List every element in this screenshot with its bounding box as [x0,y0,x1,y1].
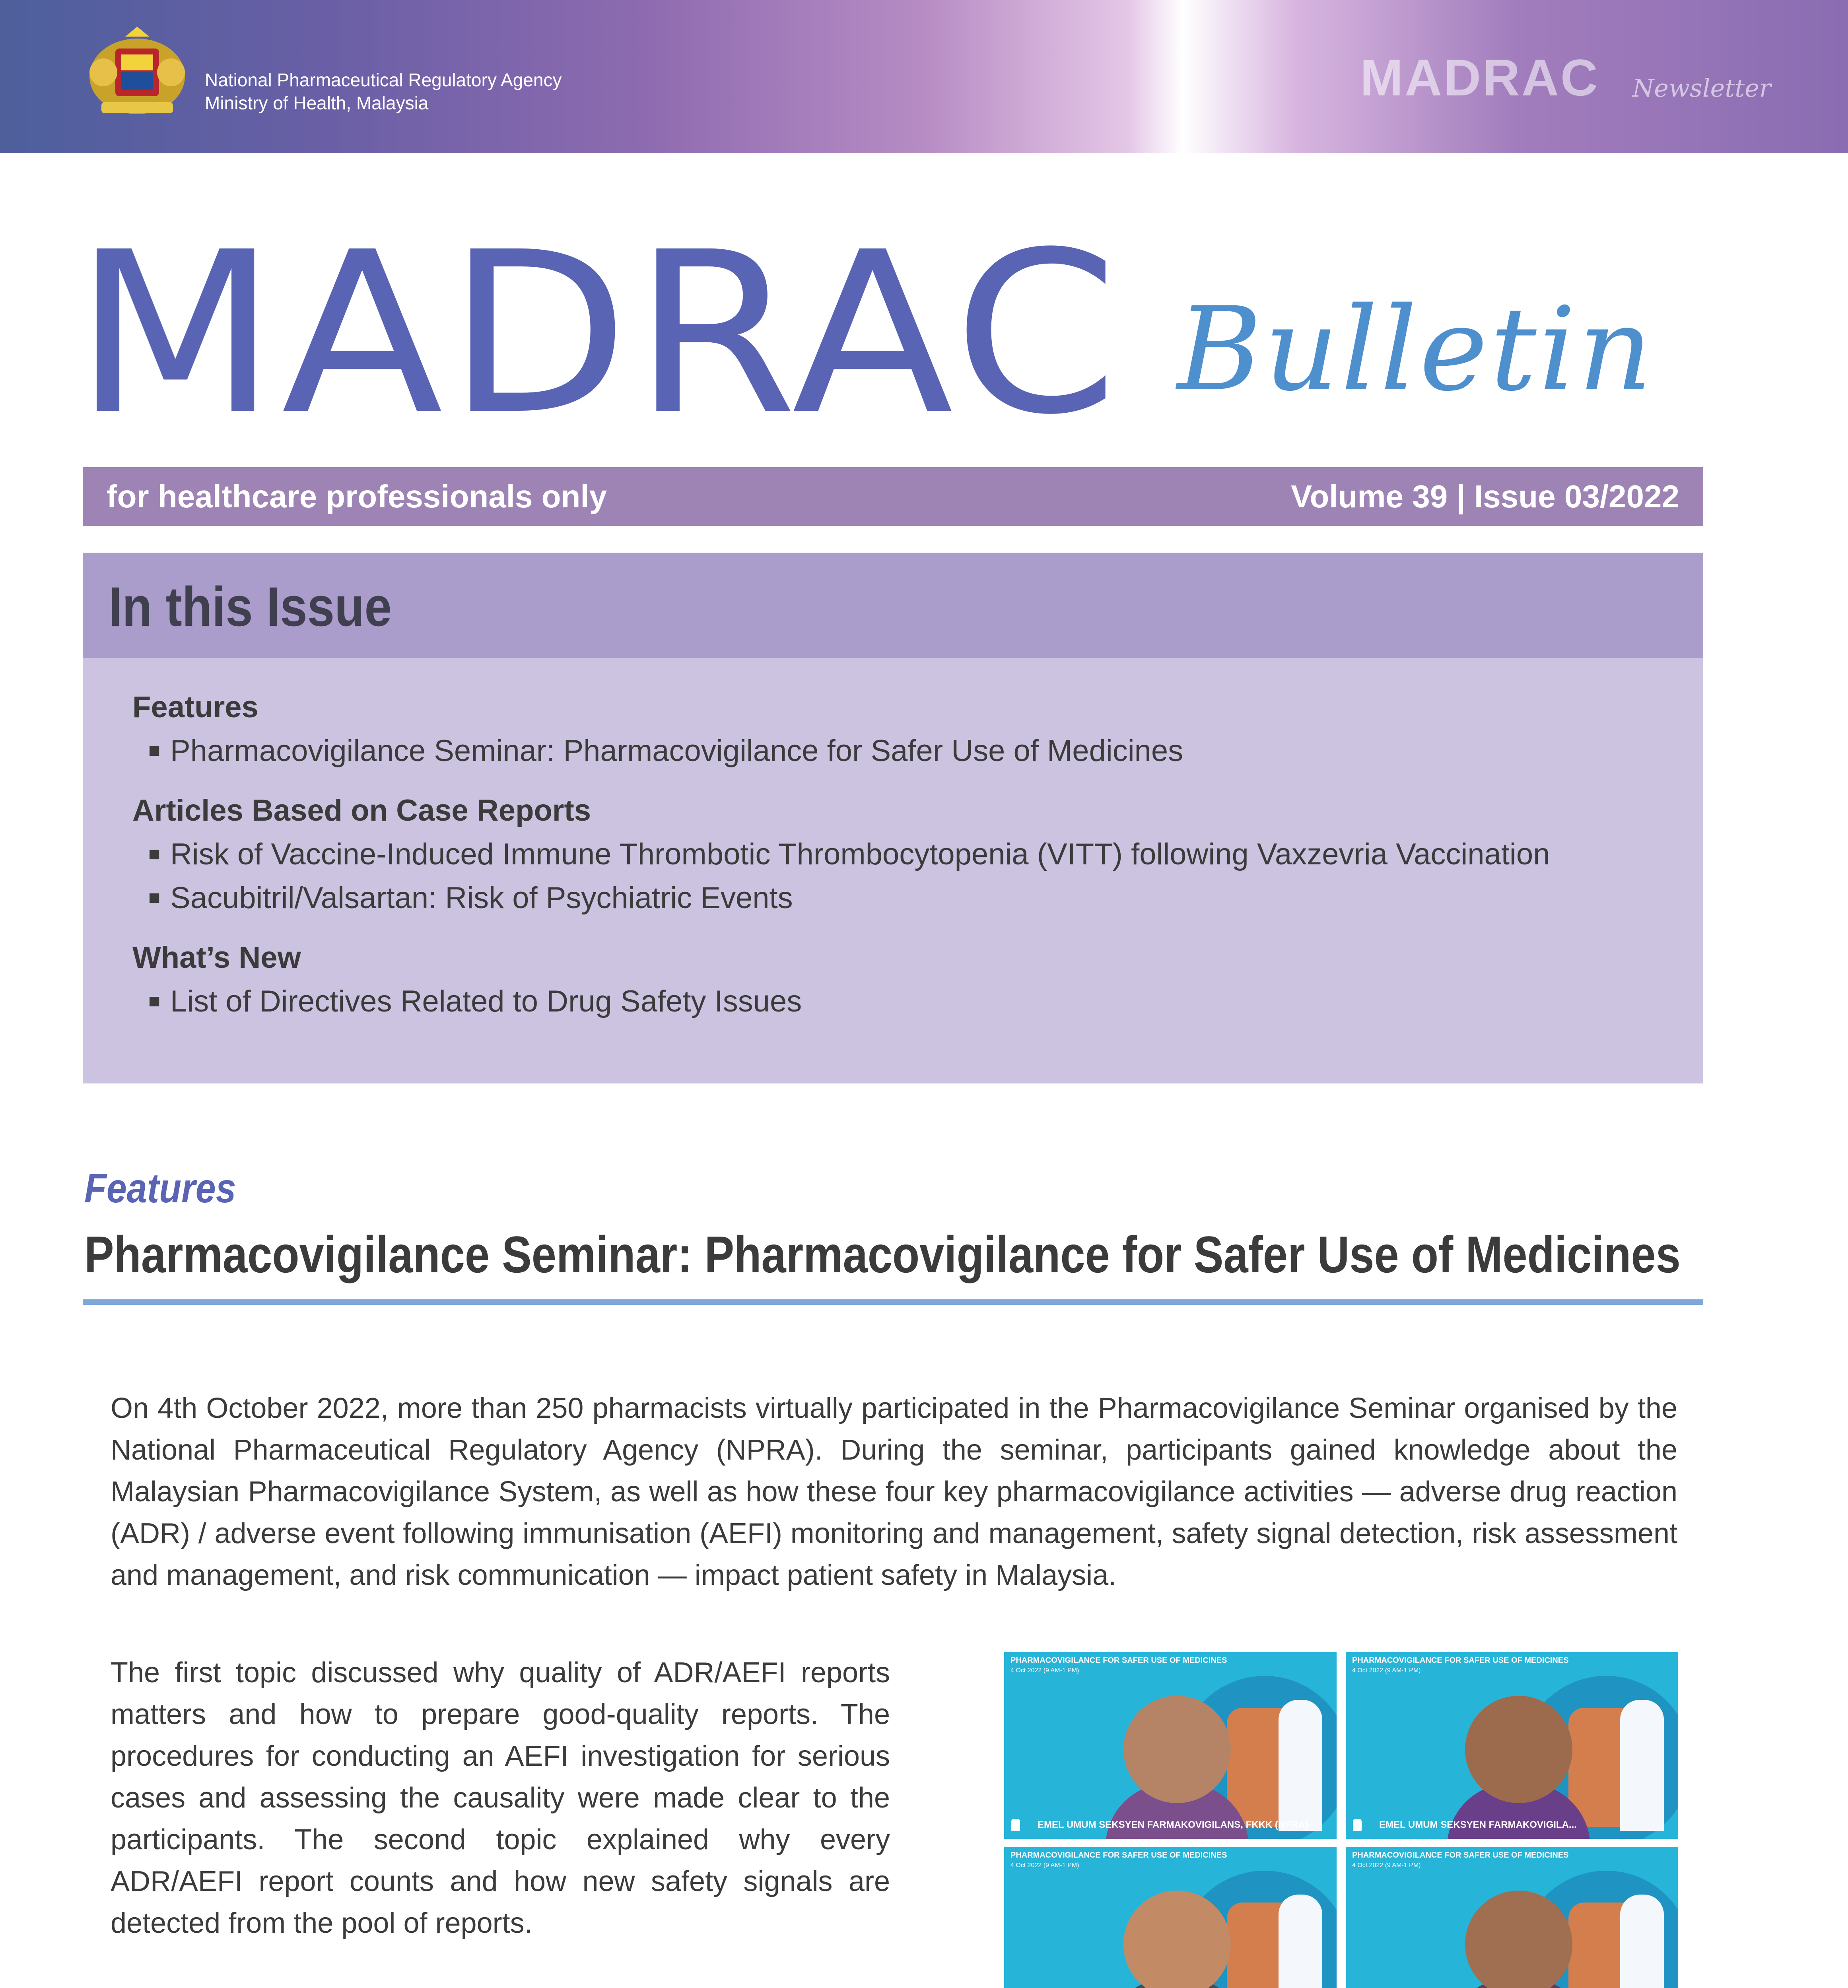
masthead-script: Bulletin [1177,283,1655,417]
slide-date: 4 Oct 2022 (9 AM-1 PM) [1352,1667,1421,1674]
agency-line-2: Ministry of Health, Malaysia [205,93,429,113]
slide-graphic [1279,1700,1322,1831]
masthead-title: MADRAC [74,204,1123,464]
toc-section-features: Features [132,690,258,724]
slide-graphic [1279,1895,1322,1988]
section-label: Features [84,1165,236,1211]
malaysia-coat-of-arms-icon [78,25,197,120]
in-this-issue-title: In this Issue [109,575,392,638]
tile-caption: EMEL UMUM SEKSYEN FARMAKOVIGILANS, FKKK (NPRA) [1038,1819,1308,1830]
agency-name [205,68,562,115]
slide-graphic [1620,1895,1664,1988]
bullet-icon: ■ [148,843,161,865]
video-tile [1004,1847,1337,1988]
slide-date: 4 Oct 2022 (9 AM-1 PM) [1352,1862,1421,1869]
divider [83,1299,1703,1305]
in-this-issue-box [83,553,1703,1083]
toc-section-whats-new: What’s New [132,941,301,975]
slide-title: PHARMACOVIGILANCE FOR SAFER USE OF MEDICINES [1352,1656,1569,1665]
toc-section-case-reports: Articles Based on Case Reports [132,794,591,827]
tile-caption: EMEL UMUM SEKSYEN FARMAKOVIGILA... [1379,1819,1577,1830]
slide-date: 4 Oct 2022 (9 AM-1 PM) [1010,1667,1079,1674]
toc-item-label: Pharmacovigilance Seminar: Pharmacovigilance for Safer Use of Medicines [170,734,1183,768]
slide-title: PHARMACOVIGILANCE FOR SAFER USE OF MEDICINES [1010,1656,1227,1665]
article-paragraph [111,1986,890,1988]
speaker-face [1123,1696,1231,1803]
banner-brand-script: Newsletter [1632,74,1771,103]
volume-issue: Volume 39 | Issue 03/2022 [1290,479,1679,514]
banner-brand: MADRAC [1360,49,1599,107]
speaker-face [1465,1696,1572,1803]
toc-item[interactable] [148,837,1550,872]
video-tile [1346,1652,1678,1839]
seminar-photo-collage [1004,1652,1678,1988]
slide-title: PHARMACOVIGILANCE FOR SAFER USE OF MEDICINES [1010,1851,1227,1860]
toc-item[interactable] [148,984,802,1019]
toc-item-label: Sacubitril/Valsartan: Risk of Psychiatric Events [170,881,793,915]
slide-date: 4 Oct 2022 (9 AM-1 PM) [1010,1862,1079,1869]
agency-line-1: National Pharmaceutical Regulatory Agency [205,70,562,90]
toc-item-label: Risk of Vaccine-Induced Immune Thrombotic Thrombocytopenia (VITT) following Vaxzevria Vaccination [170,837,1550,871]
slide-graphic [1620,1700,1664,1831]
bullet-icon: ■ [148,739,161,761]
in-this-issue-header [83,553,1703,658]
video-tile [1004,1652,1337,1839]
video-tile [1346,1847,1678,1988]
bullet-icon: ■ [148,886,161,909]
article-title: Pharmacovigilance Seminar: Pharmacovigilance for Safer Use of Medicines [84,1225,1681,1283]
article-paragraph: The first topic discussed why quality of ADR/AEFI reports matters and how to prepare good-quality reports. The procedures for conducting an AEFI investigation for serious cases and assessing the causality were made clear to the participants. The second topic explained why every ADR/AEFI report counts and how new safety signals are detected from the pool of reports. [111,1657,890,1939]
toc-item[interactable] [148,734,1183,768]
bullet-icon: ■ [148,990,161,1012]
toc-item-label: List of Directives Related to Drug Safety Issues [170,984,802,1018]
header-banner [0,0,1848,153]
toc-item[interactable] [148,881,793,915]
slide-title: PHARMACOVIGILANCE FOR SAFER USE OF MEDICINES [1352,1851,1569,1860]
audience-note: for healthcare professionals only [107,479,607,514]
article-intro: On 4th October 2022, more than 250 pharmacists virtually participated in the Pharmacovigilance Seminar organised by the National Pharmaceutical Regulatory Agency (NPRA). During the seminar, participants gained knowledge about the Malaysian Pharmacovigilance System, as well as how these four key pharmacovigilance activities — adverse drug reaction (ADR) / adverse event following immunisation (AEFI) monitoring and management, safety signal detection, risk assessment and management, and risk communication — impact patient safety in Malaysia. [111,1392,1677,1591]
issue-strip [83,467,1703,526]
